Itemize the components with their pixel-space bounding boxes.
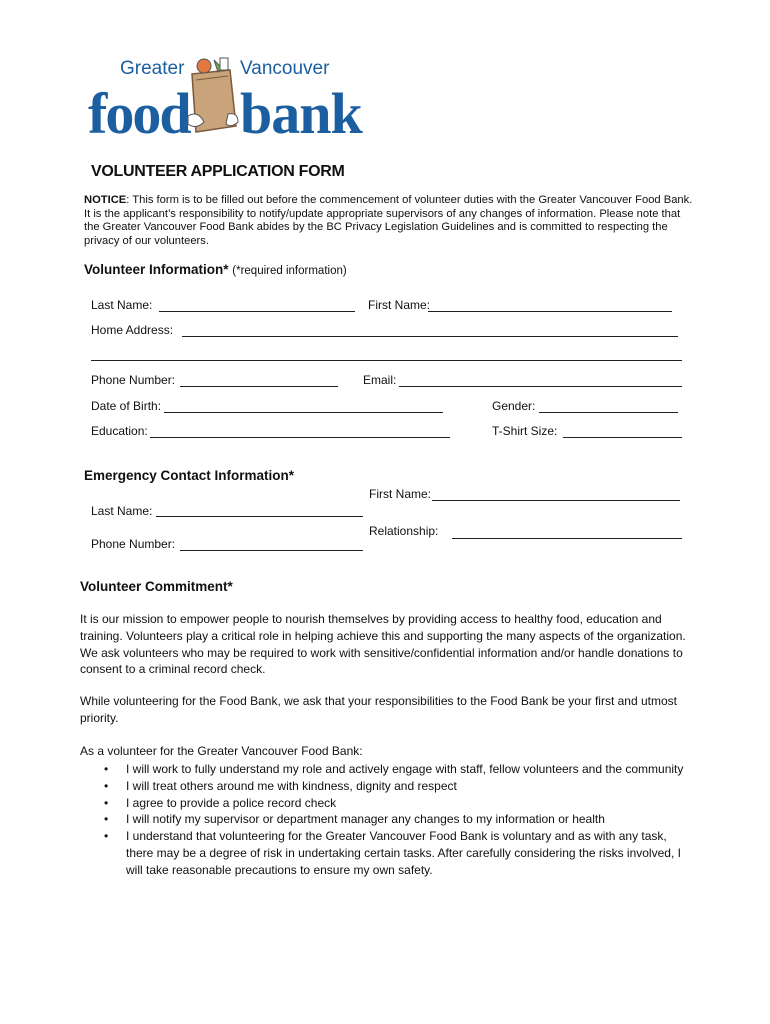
bullet-icon: • (104, 762, 109, 776)
food-bank-logo (88, 56, 360, 148)
home-address-field-line2[interactable] (91, 360, 682, 361)
list-item-text: I will treat others around me with kindness, dignity and respect (126, 778, 457, 793)
bullet-icon: • (104, 778, 109, 793)
list-item (100, 761, 690, 778)
emergency-contact-heading: Emergency Contact Information* (84, 468, 295, 483)
first-name-field[interactable] (428, 311, 672, 312)
logo-word-greater: Greater (120, 58, 185, 79)
date-of-birth-field[interactable] (164, 412, 443, 413)
list-item-text: I understand that volunteering for the Greater Vancouver Food Bank is voluntary and as with any task, there may be a degree of risk in undertaking certain tasks. After carefully considering the risks involved, I will take reasonable precautions to ensure my own safety. (126, 829, 681, 877)
emergency-last-name-label: Last Name: (91, 504, 153, 518)
list-item-text: I will work to fully understand my role and actively engage with staff, fellow volunteers and the community (126, 762, 684, 776)
list-item (100, 795, 690, 812)
logo-word-vancouver: Vancouver (240, 58, 330, 79)
notice-text: : This form is to be filled out before the commencement of volunteer duties with the Greater Vancouver Food Bank. It is the applicant’s responsibility to notify/update appropriate supervisors of any changes of information. Please note that the Greater Vancouver Food Bank abides by the BC Privacy Legislation Guidelines and is committed to respecting the privacy of our volunteers. (84, 194, 693, 247)
volunteer-info-heading (84, 262, 347, 277)
home-address-label: Home Address: (91, 323, 174, 337)
home-address-field[interactable] (182, 336, 678, 337)
bullet-icon: • (104, 812, 109, 827)
notice-label: NOTICE (84, 194, 127, 206)
bullet-icon: • (104, 829, 109, 844)
email-label: Email: (363, 373, 397, 387)
commitment-intro: As a volunteer for the Greater Vancouver Food Bank: (80, 744, 363, 758)
list-item-text: I will notify my supervisor or department manager any changes to my information or health (126, 812, 605, 827)
list-item-text: I agree to provide a police record check (126, 795, 337, 810)
tshirt-size-field[interactable] (563, 437, 682, 438)
date-of-birth-label: Date of Birth: (91, 399, 162, 413)
list-item (100, 811, 690, 828)
logo-word-bank: bank (240, 81, 362, 146)
phone-number-label: Phone Number: (91, 373, 176, 387)
education-field[interactable] (150, 437, 450, 438)
first-name-label: First Name: (368, 298, 431, 312)
grocery-bag-icon (184, 56, 240, 136)
email-field[interactable] (399, 386, 682, 387)
relationship-label: Relationship: (369, 524, 439, 538)
volunteer-commitment-heading: Volunteer Commitment* (80, 579, 233, 594)
notice-paragraph (84, 194, 696, 248)
logo-word-food: food (88, 81, 190, 146)
priority-paragraph: While volunteering for the Food Bank, we ask that your responsibilities to the Food Bank be your first and utmost priority. (80, 694, 677, 725)
relationship-field[interactable] (452, 538, 682, 539)
emergency-first-name-field[interactable] (432, 500, 680, 501)
tshirt-size-label: T-Shirt Size: (492, 424, 558, 438)
volunteer-info-title: Volunteer Information* (84, 262, 229, 277)
last-name-label: Last Name: (91, 298, 153, 312)
bullet-icon: • (104, 795, 109, 810)
emergency-first-name-label: First Name: (369, 487, 432, 501)
list-item (100, 828, 690, 878)
required-note: (*required information) (232, 265, 347, 277)
mission-paragraph: It is our mission to empower people to nourish themselves by providing access to healthy food, education and training. Volunteers play a critical role in helping achieve this and supporting the many aspects of the organization. We ask volunteers who may be required to work with sensitive/confidential information and/or handle donations to consent to a criminal record check. (80, 612, 686, 677)
commitment-list (100, 761, 690, 879)
emergency-last-name-field[interactable] (156, 516, 363, 517)
emergency-phone-label: Phone Number: (91, 537, 176, 551)
education-label: Education: (91, 424, 148, 438)
gender-field[interactable] (539, 412, 678, 413)
phone-number-field[interactable] (180, 386, 338, 387)
list-item (100, 778, 690, 795)
page-title: VOLUNTEER APPLICATION FORM (91, 163, 345, 180)
gender-label: Gender: (492, 399, 536, 413)
emergency-phone-field[interactable] (180, 550, 363, 551)
last-name-field[interactable] (159, 311, 355, 312)
